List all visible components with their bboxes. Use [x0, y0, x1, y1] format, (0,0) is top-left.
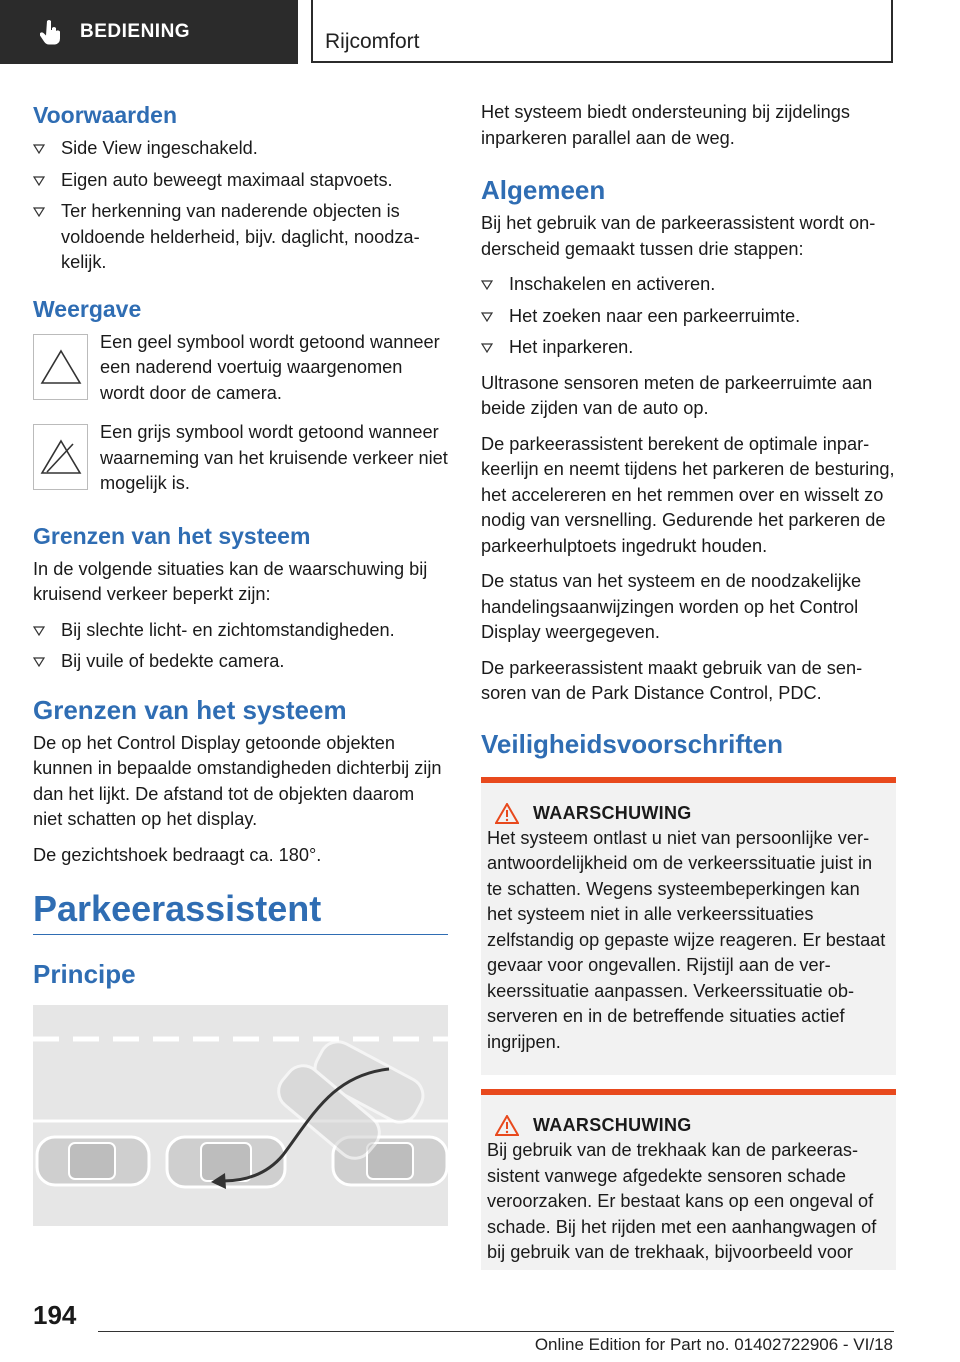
algemeen-heading: Algemeen [481, 175, 606, 205]
section-tab [0, 0, 298, 64]
hand-pointer-icon [40, 19, 62, 45]
berekent-text: De parkeerassistent berekent de optimale inparkeerlijn en neemt tijdens het parkeren de besturing, het accelereren en het remmen over en wisselt zo nodig van versnelling. Gedurende het parkeren de parkeerhulptoets ingedrukt houden. [481, 433, 895, 556]
section-title: BEDIENING [80, 21, 191, 42]
warning-label: WAARSCHUWING [533, 802, 692, 823]
triangle-bullet-icon [481, 343, 493, 353]
triangle-bullet-icon [481, 312, 493, 322]
warning-label: WAARSCHUWING [533, 1115, 692, 1135]
grenzen-text-2: De op het Control Display getoonde objekten kunnen in bepaalde omstandigheden dichterbij zijn dan het lijkt. De afstand tot de objekten daarom niet schatten op het display. [33, 732, 442, 829]
page-number: 194 [33, 1300, 77, 1330]
warning-triangle-icon [33, 334, 88, 400]
grenzen-heading-1: Grenzen van het systeem [33, 522, 311, 549]
sensors-text: Ultrasone sensoren meten de parkeerruimte aan beide zijden van de auto op. [481, 372, 873, 418]
grenzen-text-1: In de volgende situaties kan de waarschuwing bij kruisend verkeer beperkt zijn: [33, 558, 428, 604]
warning-icon [495, 1115, 519, 1136]
intro-text: Het systeem biedt ondersteuning bij zijdelings inparkeren parallel aan de weg. [481, 102, 851, 148]
yellow-symbol-row [33, 330, 448, 407]
triangle-bullet-icon [481, 280, 493, 290]
grey-symbol-row [33, 420, 448, 497]
principe-heading: Principe [33, 959, 136, 989]
list-item: Inschakelen en activeren. [481, 272, 896, 298]
algemeen-text: Bij het gebruik van de parkeerassistent wordt onderscheid gemaakt tussen drie stappen: [481, 213, 876, 259]
list-item: Ter herkenning van naderende objecten is voldoende helderheid, bijv. daglicht, noodzakelijk. [33, 199, 448, 276]
triangle-bullet-icon [33, 176, 45, 186]
status-text: De status van het systeem en de noodzakelijke handelingsaanwijzingen worden op het Control Display weergegeven. [481, 571, 862, 642]
warning-text-1: Het systeem ontlast u niet van persoonlijke verantwoordelijkheid om de verkeerssituatie juist in te schatten. Wegens systeembeperkingen kan het systeem niet in alle verkeerssituaties zelfstandig op gepaste wijze reageren. Er bestaat gevaar voor ongevallen. Rijstijl aan de verkeerssituatie aanpassen. Verkeerssituatie observeren en in de betreffende situaties actief ingrijpen. [487, 827, 886, 1052]
veiligheid-heading: Veiligheidsvoorschriften [481, 728, 783, 759]
gezichtshoek-text: De gezichtshoek bedraagt ca. 180°. [33, 844, 322, 865]
list-item: Bij slechte licht- en zichtomstandigheden. [33, 618, 448, 644]
triangle-bullet-icon [33, 144, 45, 154]
chapter-tab [311, 0, 893, 63]
triangle-bullet-icon [33, 657, 45, 667]
parked-car-icon [37, 1137, 149, 1185]
voorwaarden-heading: Voorwaarden [33, 102, 177, 128]
list-item: Het inparkeren. [481, 335, 896, 361]
grenzen-list [33, 618, 448, 675]
list-item: Het zoeken naar een parkeerruimte. [481, 304, 896, 330]
warning-box-1 [481, 777, 896, 1076]
right-column [481, 100, 896, 1270]
grenzen-heading-2: Grenzen van het systeem [33, 694, 347, 725]
footer-divider [98, 1331, 894, 1332]
left-column [33, 100, 448, 1226]
warning-text-2: Bij gebruik van de trekhaak kan de parkeerassistent vanwege afgedekte sensoren schade veroorzaken. Er bestaat kans op een ongeval of schade. Bij het rijden met een aanhangwagen of bij gebruik van de trekhaak, bijvoorbeeld voor [487, 1140, 877, 1262]
parkeerassistent-heading-wrap [33, 886, 448, 935]
warning-icon [495, 803, 519, 824]
voorwaarden-list [33, 136, 448, 276]
algemeen-list [481, 272, 896, 361]
parking-illustration [33, 1005, 448, 1226]
footer-edition: Online Edition for Part no. 01402722906 - VI/18 [534, 1335, 893, 1354]
warning-box-2 [481, 1089, 896, 1270]
pdc-text: De parkeerassistent maakt gebruik van de sensoren van de Park Distance Control, PDC. [481, 657, 863, 703]
list-item: Side View ingeschakeld. [33, 136, 448, 162]
chapter-title: Rijcomfort [325, 30, 420, 53]
triangle-bullet-icon [33, 207, 45, 217]
weergave-heading: Weergave [33, 295, 142, 322]
triangle-bullet-icon [33, 626, 45, 636]
list-item: Eigen auto beweegt maximaal stapvoets. [33, 168, 448, 194]
list-item: Bij vuile of bedekte camera. [33, 649, 448, 675]
grey-symbol-text: Een grijs symbool wordt getoond wanneer waarneming van het kruisende verkeer niet mogelijk is. [100, 422, 448, 493]
crossed-warning-triangle-icon [33, 424, 88, 490]
yellow-symbol-text: Een geel symbool wordt getoond wanneer een naderend voertuig waargenomen wordt door de camera. [100, 331, 440, 403]
parkeerassistent-heading: Parkeerassistent [33, 888, 322, 929]
